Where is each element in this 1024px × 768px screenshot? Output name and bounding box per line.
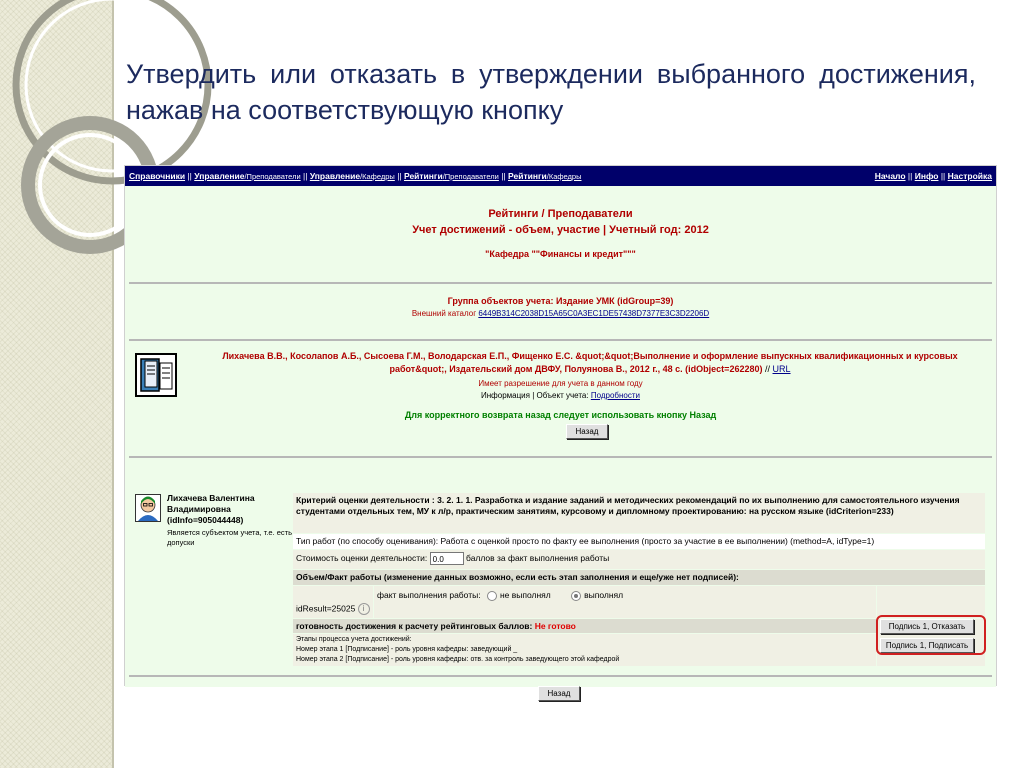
- info-line: Информация | Объект учета: Подробности: [481, 391, 640, 400]
- id-result-cell: idResult=25025 i: [293, 586, 373, 618]
- divider: [129, 282, 992, 284]
- object-url-link[interactable]: URL: [772, 364, 791, 374]
- fact-cell: факт выполнения работы: не выполнял выполнял: [374, 586, 876, 618]
- nav-upravlenie-teachers[interactable]: Управление: [194, 171, 245, 181]
- nav-info[interactable]: Инфо: [914, 171, 939, 181]
- nav-home[interactable]: Начало: [874, 171, 906, 181]
- volume-header-row: Объем/Факт работы (изменение данных возможно, если есть этап заполнения и еще/уже нет подписей):: [293, 570, 985, 585]
- decorative-rings: [0, 0, 140, 260]
- nav-right: Начало || Инфо || Настройка: [874, 171, 992, 181]
- person-icon: [135, 494, 161, 522]
- divider: [129, 456, 992, 458]
- nav-spravochniki[interactable]: Справочники: [129, 171, 186, 181]
- divider: [129, 339, 992, 341]
- nav-upravlenie-departments[interactable]: Управление: [309, 171, 361, 181]
- nav-left: Справочники || Управление/Преподаватели || Управление/Кафедры || Рейтинги/Преподаватели || Рейтинги/Кафедры: [129, 171, 582, 181]
- catalog-link[interactable]: 6449B314C2038D15A65C0A3EC1DE57438D7377E3C3D2206D: [478, 309, 710, 318]
- radio-done[interactable]: [571, 591, 581, 601]
- main-content: [125, 186, 996, 698]
- details-link[interactable]: Подробности: [590, 391, 640, 400]
- app-screenshot: [124, 165, 997, 698]
- department-name: "Кафедра ""Финансы и кредит""": [485, 249, 636, 259]
- info-icon[interactable]: i: [358, 603, 370, 615]
- back-button-top[interactable]: Назад: [566, 424, 608, 439]
- nav-ratings-departments[interactable]: Рейтинги: [508, 171, 547, 181]
- nav-settings[interactable]: Настройка: [947, 171, 992, 181]
- buttons-highlight: [876, 615, 986, 655]
- fact-side-cell: [877, 586, 985, 618]
- group-line: Группа объектов учета: Издание УМК (idGroup=39): [447, 296, 674, 306]
- back-warning: Для корректного возврата назад следует использовать кнопку Назад: [404, 410, 717, 420]
- subject-note: Является субъектом учета, т.е. есть допуски: [167, 528, 293, 547]
- page-title: Рейтинги / Преподаватели: [488, 208, 633, 220]
- work-type-row: Тип работ (по способу оценивания): Работа с оценкой просто по факту ее выполнения (просто за участие в ее выполнении) (method=A, idType=1): [293, 534, 985, 549]
- cost-input[interactable]: 0.0: [430, 552, 464, 565]
- approve-button[interactable]: Подпись 1, Подписать: [880, 638, 974, 653]
- readiness-row: готовность достижения к расчету рейтинговых баллов: Не готово: [293, 619, 876, 633]
- back-button-bottom[interactable]: Назад: [538, 686, 580, 701]
- nav-ratings-teachers[interactable]: Рейтинги: [403, 171, 443, 181]
- catalog-line: Внешний каталог 6449B314C2038D15A65C0A3EC1DE57438D7377E3C3D2206D: [411, 309, 710, 318]
- slide-heading: Утвердить или отказать в утверждении выбранного достижения, нажав на соответствующую кнопку: [126, 59, 976, 125]
- divider: [129, 675, 992, 677]
- object-description: Лихачева В.В., Косолапов А.Б., Сысоева Г.М., Володарская Е.П., Фищенко Е.С. &quot;&quot;Выполнение и оформление выпускных квалификационных и курсовых работ&quot;, Издательский дом ДВФУ, Полуянова В., 2012 г., 48 с. (idObject=262280) // URL: [222, 351, 958, 374]
- cost-row: Стоимость оценки деятельности: 0.0 баллов за факт выполнения работы: [293, 550, 985, 569]
- stages-cell: Этапы процесса учета достижений: Номер этапа 1 [Подписание] - роль уровня кафедры: заведующий _ Номер этапа 2 [Подписание] - роль уровня кафедры: отв. за контроль заведующего этой кафедрой: [293, 634, 876, 666]
- person-name: Лихачева Валентина Владимировна (idInfo=905044448): [167, 493, 255, 525]
- permission-note: Имеет разрешение для учета в данном году: [478, 379, 643, 388]
- readiness-status: Не готово: [534, 621, 576, 631]
- reject-button[interactable]: Подпись 1, Отказать: [880, 619, 974, 634]
- top-navbar: [125, 166, 996, 186]
- radio-not-done[interactable]: [487, 591, 497, 601]
- page-subtitle: Учет достижений - объем, участие | Учетный год: 2012: [412, 224, 709, 236]
- criterion-row: Критерий оценки деятельности : 3. 2. 1. 1. Разработка и издание заданий и методических рекомендаций по их выполнению для самостоятельного изучения студентами отдельных тем, МУ к л/р, практическим занятиям, курсовому и дипломному проектированию: на русском языке (idCriterion=233): [293, 493, 985, 533]
